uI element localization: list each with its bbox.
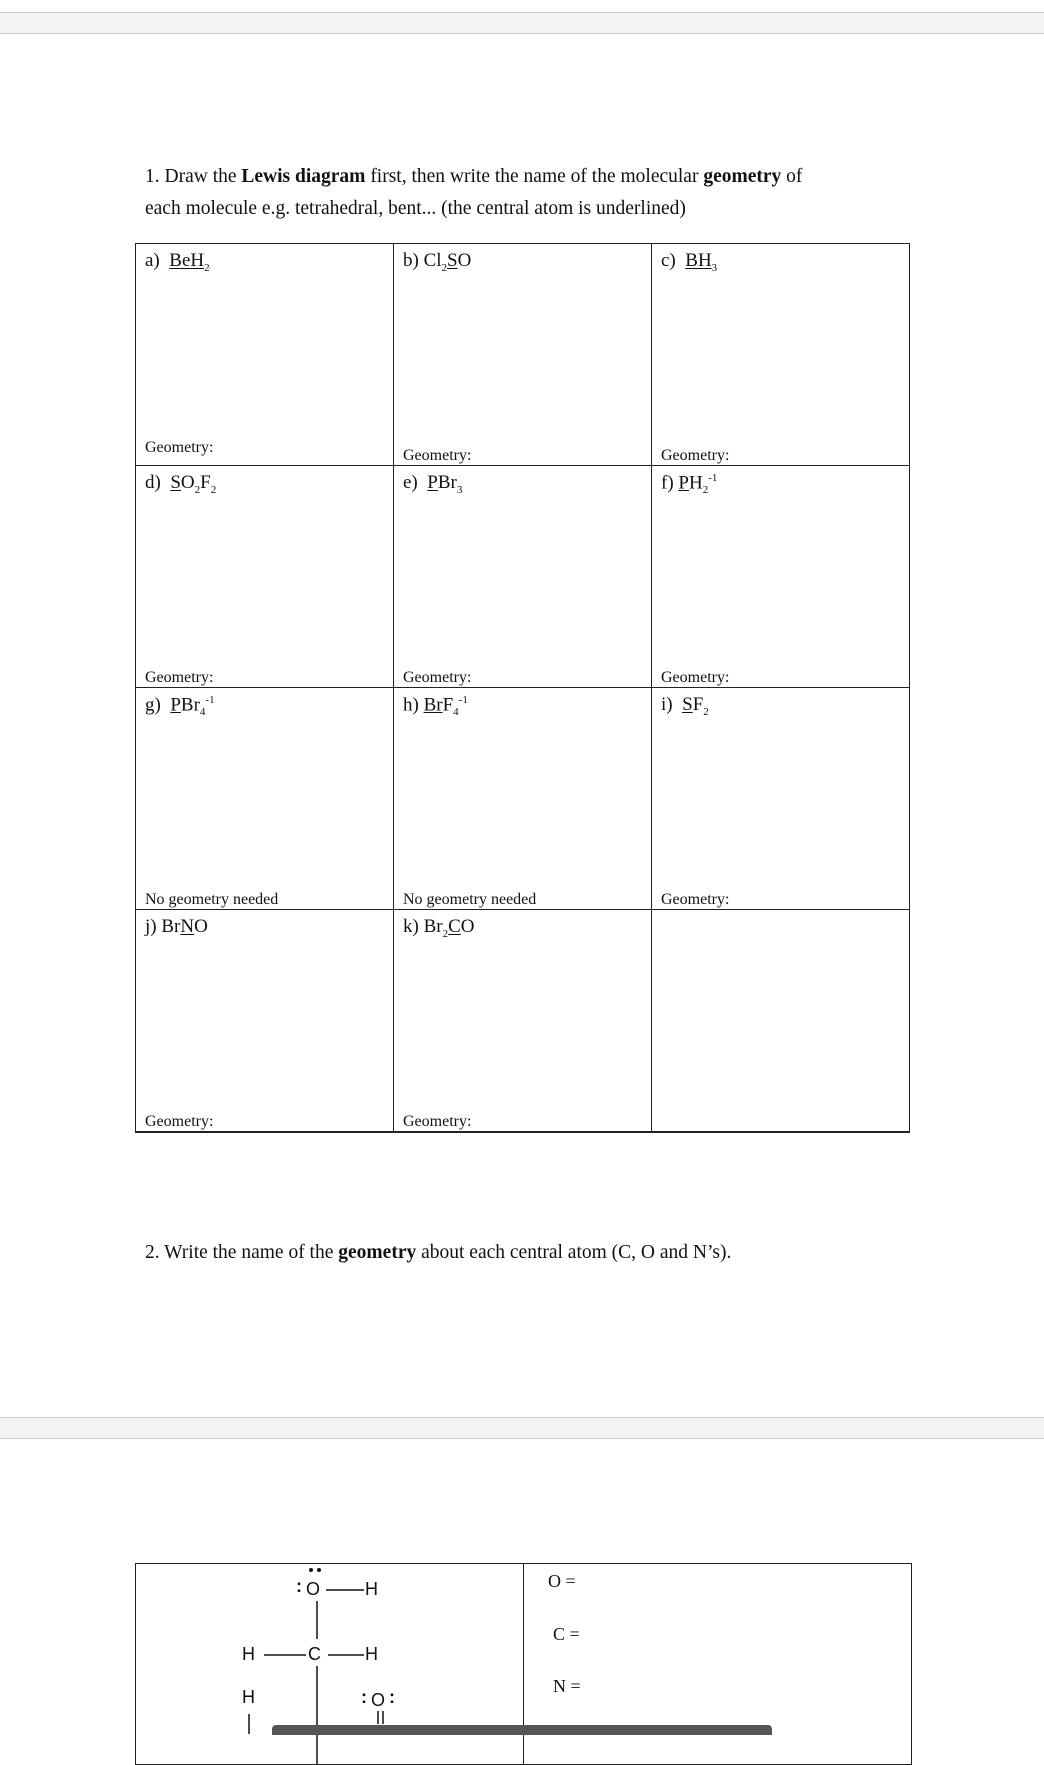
cell-c-geometry: Geometry: [661, 447, 730, 464]
cell-f-label: f) $PH_2^{-1}$ [661, 472, 718, 497]
cell-d-label: d) $SO_2F_2$ [145, 472, 217, 496]
cell-j[interactable] [136, 910, 394, 1133]
cell-i-geometry: Geometry: [661, 891, 730, 908]
page-gap-middle [0, 1417, 1044, 1439]
question-2 [145, 1237, 731, 1269]
cell-k-label: k) $Br_2CO$ [403, 916, 475, 940]
cell-f[interactable] [652, 466, 910, 688]
cell-g[interactable] [136, 688, 394, 910]
cell-g-label: g) PBr$_4^{-1}$ [145, 694, 215, 719]
overlay-scrollbar[interactable] [272, 1725, 772, 1735]
q1-bold-geometry: geometry [703, 166, 782, 187]
cell-d-geometry: Geometry: [145, 669, 214, 686]
q2-text-pre: Write the name of the [164, 1242, 334, 1263]
cell-b-geometry: Geometry: [403, 447, 472, 464]
cell-c-label: c) $BH_3$ [661, 250, 718, 274]
lewis-grid [135, 243, 910, 1133]
question-1 [145, 161, 802, 225]
q2-number: 2. [145, 1242, 160, 1263]
atom-lone-pair-left: : [296, 1576, 302, 1596]
cell-a[interactable] [136, 244, 394, 466]
q1-text-mid: first, then write the name of the molecular [370, 166, 699, 187]
cell-b-label: b) $Cl_2SO$ [403, 250, 472, 274]
lone-pair-dot [309, 1568, 313, 1572]
q1-bold-lewis: Lewis diagram [241, 166, 366, 187]
cell-d[interactable] [136, 466, 394, 688]
page-gap-top [0, 12, 1044, 34]
answer-o[interactable]: O = [548, 1571, 576, 1591]
atom-lone-pair-o-left: : [361, 1687, 367, 1707]
answer-c[interactable]: C = [553, 1624, 580, 1644]
cell-e-geometry: Geometry: [403, 669, 472, 686]
answer-n[interactable]: N = [553, 1676, 581, 1696]
lone-pair-dot [317, 1568, 321, 1572]
atom-lone-pair-o-right: : [389, 1687, 395, 1707]
q1-text-pre: Draw the [164, 166, 237, 187]
cell-h[interactable] [394, 688, 652, 910]
cell-k[interactable] [394, 910, 652, 1133]
atom-hydrogen-left: H [242, 1644, 255, 1664]
cell-c[interactable] [652, 244, 910, 466]
cell-h-label: h) BrF$_4^{-1}$ [403, 694, 468, 719]
cell-g-note: No geometry needed [145, 891, 279, 908]
cell-empty [652, 910, 910, 1133]
cell-k-geometry: Geometry: [403, 1113, 472, 1130]
atom-oxygen-top: O [306, 1579, 321, 1599]
atom-oxygen-double: O [371, 1690, 386, 1710]
q2-bold-geometry: geometry [338, 1242, 417, 1263]
cell-b[interactable] [394, 244, 652, 466]
q2-text-post: about each central atom (C, O and N’s). [421, 1242, 732, 1263]
cell-h-note: No geometry needed [403, 891, 537, 908]
cell-f-geometry: Geometry: [661, 669, 730, 686]
cell-a-geometry: Geometry: [145, 439, 214, 456]
cell-a-label: a) BeH$_2$ [145, 250, 210, 274]
cell-i[interactable] [652, 688, 910, 910]
cell-e[interactable] [394, 466, 652, 688]
atom-hydrogen-lower: H [242, 1687, 255, 1707]
cell-j-label: j) BrNO [145, 916, 208, 937]
atom-hydrogen-top: H [365, 1579, 378, 1599]
cell-j-geometry: Geometry: [145, 1113, 214, 1130]
cell-e-label: e) PBr$_3$ [403, 472, 463, 496]
atom-hydrogen-right: H [365, 1644, 378, 1664]
q1-number: 1. [145, 166, 160, 187]
cell-i-label: i) $SF_2$ [661, 694, 709, 718]
atom-carbon: C [308, 1644, 321, 1664]
q1-text-post: of [786, 166, 803, 187]
q1-line2: each molecule e.g. tetrahedral, bent... (the central atom is underlined) [145, 198, 686, 219]
